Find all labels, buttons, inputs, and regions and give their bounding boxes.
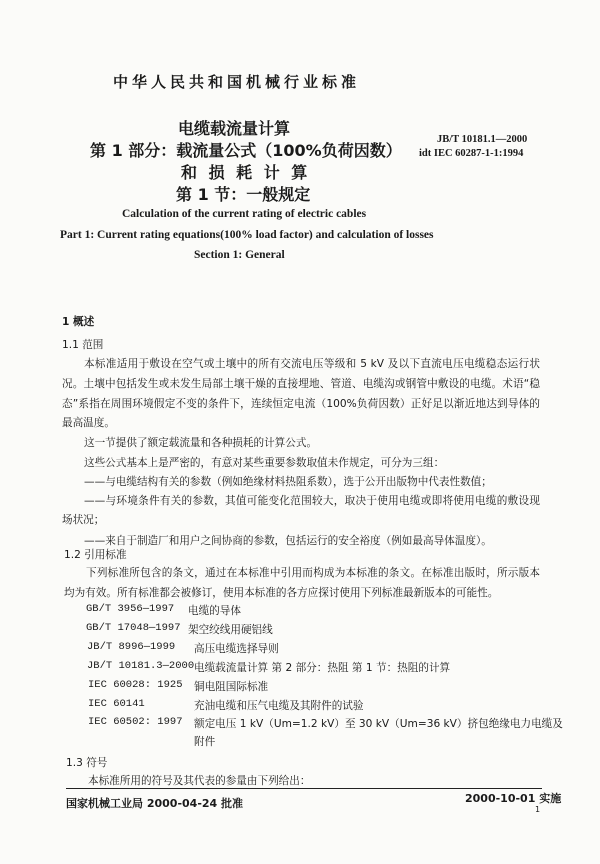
ref-title: 充油电缆和压气电缆及其附件的试验 (194, 700, 364, 712)
approval-info: 国家机械工业局 2000-04-24 批准 (66, 797, 244, 810)
section-1-3-heading: 1.3 符号 (66, 757, 108, 769)
ref-title: 高压电缆选择导则 (194, 643, 279, 655)
bullet-item: ——与电缆结构有关的参数（例如绝缘材料热阻系数），选于公开出版物中代表性数值； (84, 476, 492, 488)
title-line-2: 第 1 部分：载流量公式（100%负荷因数） (90, 141, 402, 160)
org-title: 中华人民共和国机械行业标准 (113, 73, 361, 91)
paragraph-line: 本标准适用于敷设在空气或土壤中的所有交流电压等级和 5 kV 及以下直流电压电缆稳态运行状 (84, 358, 540, 370)
paragraph-line: 均为有效。所有标准都会被修订，使用本标准的各方应探讨使用下列标准最新版本的可能性。 (64, 587, 499, 599)
ref-code: IEC 60028: 1925 (88, 679, 183, 691)
paragraph-line: 态”系指在周围环境假定不变的条件下，连续恒定电流（100%负荷因数）正好足以渐近地达到导体的 (62, 398, 540, 410)
paragraph-line: 下列标准所包含的条文，通过在本标准中引用而构成为本标准的条文。在标准出版时，所示版本 (86, 567, 540, 579)
ref-code: IEC 60502: 1997 (88, 716, 183, 728)
ref-title: 架空绞线用硬铝线 (188, 624, 273, 636)
ref-code: GB/T 17048—1997 (86, 622, 181, 634)
paragraph-line: 这一节提供了额定载流量和各种损耗的计算公式。 (84, 437, 318, 449)
paragraph-line: 况。土壤中包括发生或未发生局部土壤干燥的直接埋地、管道、电缆沟或钢管中敷设的电缆。术语“稳 (62, 378, 540, 390)
ref-title: 铜电阻国际标准 (194, 681, 269, 693)
ref-title: 电缆载流量计算 第 2 部分：热阻 第 1 节：热阻的计算 (194, 662, 451, 674)
english-part: Part 1: Current rating equations(100% load factor) and calculation of losses (60, 229, 434, 241)
ref-code: IEC 60141 (88, 698, 145, 710)
section-1-heading: 1 概述 (62, 316, 95, 328)
title-line-1: 电缆载流量计算 (178, 119, 291, 138)
ref-code: JB/T 10181.3—2000 (87, 660, 195, 672)
effective-date: 2000-10-01 实施 (465, 792, 562, 805)
idt-reference: idt IEC 60287-1-1:1994 (419, 148, 524, 159)
footer-divider (66, 788, 542, 789)
ref-code: GB/T 3956—1997 (86, 603, 175, 615)
english-section: Section 1: General (194, 249, 285, 261)
bullet-item: ——与环境条件有关的参数，其值可能变化范围较大，取决于使用电缆或即将使用电缆的敷设现 (84, 495, 540, 507)
title-line-3: 和 损 耗 计 算 (181, 163, 311, 182)
ref-code: JB/T 8996—1999 (87, 641, 176, 653)
english-title: Calculation of the current rating of electric cables (122, 208, 367, 220)
ref-title: 电缆的导体 (188, 605, 241, 617)
page-number: 1 (535, 805, 541, 814)
bullet-item-cont: 场状况； (62, 514, 105, 526)
paragraph-line: 这些公式基本上是严密的，有意对某些重要参数取值未作规定，可分为三组： (84, 457, 445, 469)
section-1-2-heading: 1.2 引用标准 (64, 549, 127, 561)
title-line-4: 第 1 节：一般规定 (176, 185, 311, 204)
paragraph-line: 本标准所用的符号及其代表的参量由下列给出： (88, 775, 311, 787)
paragraph-line: 最高温度。 (62, 417, 115, 429)
ref-title-cont: 附件 (194, 736, 216, 748)
bullet-item: ——来自于制造厂和用户之间协商的参数，包括运行的安全裕度（例如最高导体温度）。 (84, 535, 492, 547)
standard-number: JB/T 10181.1—2000 (437, 134, 528, 145)
ref-title: 额定电压 1 kV（Um=1.2 kV）至 30 kV（Um=36 kV）挤包绝缘电力电缆及 (194, 718, 563, 730)
section-1-1-heading: 1.1 范围 (62, 339, 104, 351)
